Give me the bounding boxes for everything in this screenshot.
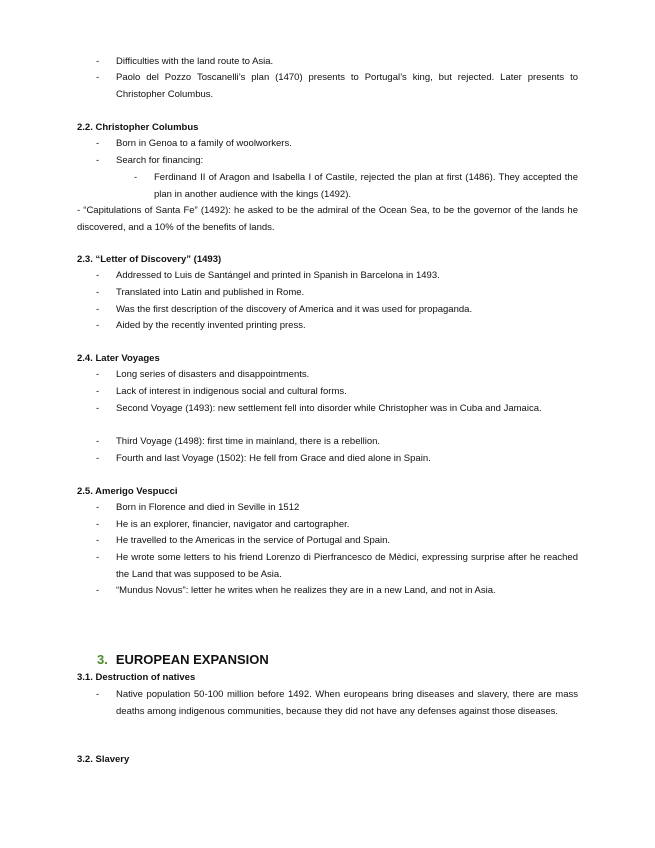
list-item: - Search for financing: — [96, 155, 204, 166]
section-heading-2-4: 2.4. Later Voyages — [77, 353, 160, 364]
list-item: - Addressed to Luis de Santángel and printed in Spanish in Barcelona in 1493. — [96, 270, 440, 281]
list-item: - “Mundus Novus”: letter he writes when he realizes they are in a new Land, and not in Asia. — [96, 585, 496, 596]
chapter-number: 3. — [97, 652, 108, 667]
list-item: - Fourth and last Voyage (1502): He fell from Grace and died alone in Spain. — [96, 453, 431, 464]
list-item: - Aided by the recently invented printing press. — [96, 320, 306, 331]
list-item: - He is an explorer, financier, navigator and cartographer. — [96, 519, 350, 530]
list-item: - Difficulties with the land route to Asia. — [96, 56, 274, 67]
sub-list-item: - Ferdinand II of Aragon and Isabella I of Castile, rejected the plan at first (1486). They accepted the plan in another audience with the kings (1492). — [134, 172, 578, 200]
paragraph: - “Capitulations of Santa Fe” (1492): he asked to be the admiral of the Ocean Sea, to be the governor of the lands he discovered, and a 10% of the benefits of lands. — [77, 205, 578, 233]
section-heading-3-1: 3.1. Destruction of natives — [77, 672, 196, 683]
list-item: - Born in Florence and died in Seville in 1512 — [96, 502, 300, 513]
list-item: - He travelled to the Americas in the service of Portugal and Spain. — [96, 535, 391, 546]
list-item: - Translated into Latin and published in Rome. — [96, 287, 305, 298]
list-item: - Native population 50-100 million before 1492. When europeans bring diseases and slavery, there are mass deaths among indigenous communities, because they did not have any defenses against those diseases. — [96, 689, 578, 717]
chapter-title: EUROPEAN EXPANSION — [115, 652, 269, 667]
chapter-heading — [97, 651, 269, 669]
section-heading-2-5: 2.5. Amerigo Vespucci — [77, 486, 178, 497]
list-item: - Lack of interest in indigenous social and cultural forms. — [96, 386, 347, 397]
list-item: - Born in Genoa to a family of woolworkers. — [96, 138, 292, 149]
section-heading-3-2: 3.2. Slavery — [77, 754, 130, 765]
section-heading-2-2: 2.2. Christopher Columbus — [77, 122, 199, 133]
list-item: - Second Voyage (1493): new settlement fell into disorder while Christopher was in Cuba and Jamaica. — [96, 403, 542, 414]
section-heading-2-3: 2.3. “Letter of Discovery” (1493) — [77, 254, 222, 265]
list-item: - He wrote some letters to his friend Lorenzo di Pierfrancesco de Mèdici, expressing surprise after he reached the Land that was supposed to be Asia. — [96, 552, 578, 580]
list-item: - Third Voyage (1498): first time in mainland, there is a rebellion. — [96, 436, 381, 447]
list-item: - Was the first description of the discovery of America and it was used for propaganda. — [96, 304, 473, 315]
list-item: - Long series of disasters and disappointments. — [96, 369, 310, 380]
list-item: - Paolo del Pozzo Toscanelli’s plan (1470) presents to Portugal’s king, but rejected. Later presents to Christopher Columbus. — [96, 72, 578, 100]
